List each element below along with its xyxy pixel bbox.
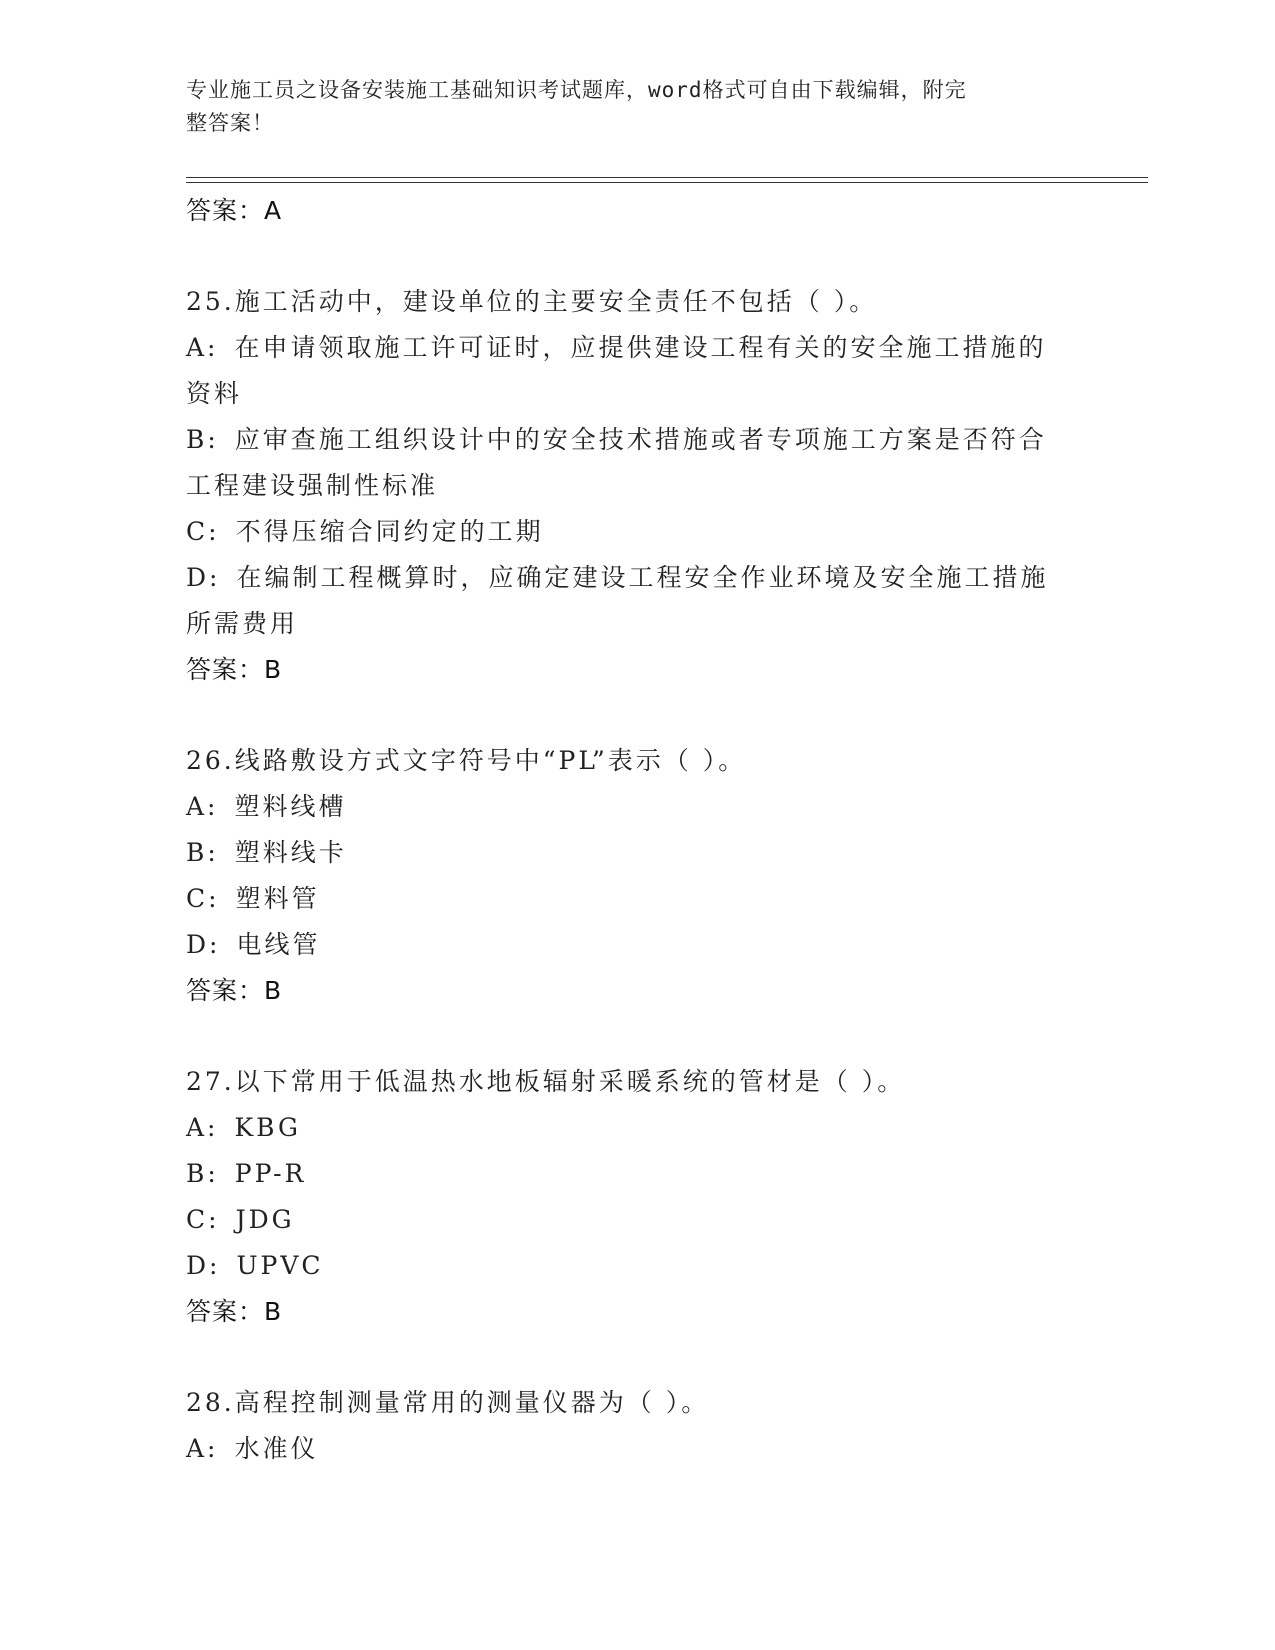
header-line-1: 专业施工员之设备安装施工基础知识考试题库，word格式可自由下载编辑，附完 bbox=[186, 78, 967, 102]
option-text-continued: 工程建设强制性标准 bbox=[186, 471, 439, 500]
option-key: C: bbox=[186, 517, 220, 546]
option-text: 塑料线卡 bbox=[234, 838, 347, 867]
option-a bbox=[186, 784, 1086, 830]
question-28 bbox=[186, 1380, 1086, 1472]
spacer bbox=[186, 1014, 1086, 1059]
option-c bbox=[186, 1197, 1086, 1243]
option-key: D: bbox=[186, 1251, 221, 1280]
option-text: JDG bbox=[235, 1205, 295, 1234]
option-text: 电线管 bbox=[236, 930, 321, 959]
option-key: B: bbox=[186, 1159, 219, 1188]
option-key: A: bbox=[186, 792, 219, 821]
spacer bbox=[186, 234, 1086, 279]
question-stem: 26.线路敷设方式文字符号中“PL”表示（ ）。 bbox=[186, 746, 747, 775]
option-b bbox=[186, 1151, 1086, 1197]
question-25 bbox=[186, 279, 1086, 693]
option-text-continued: 所需费用 bbox=[186, 609, 299, 638]
option-c bbox=[186, 509, 1086, 555]
header-line-2: 整答案！ bbox=[186, 111, 274, 135]
question-stem: 28.高程控制测量常用的测量仪器为（ ）。 bbox=[186, 1388, 710, 1417]
option-d bbox=[186, 922, 1086, 968]
document-header bbox=[186, 74, 1066, 140]
option-d bbox=[186, 555, 1086, 647]
option-key: C: bbox=[186, 884, 220, 913]
spacer bbox=[186, 1335, 1086, 1380]
option-d bbox=[186, 1243, 1086, 1289]
question-stem: 25.施工活动中，建设单位的主要安全责任不包括（ ）。 bbox=[186, 287, 878, 316]
option-text: 水准仪 bbox=[234, 1434, 319, 1463]
answer-label: 答案：B bbox=[186, 1297, 283, 1326]
option-text: 在编制工程概算时，应确定建设工程安全作业环境及安全施工措施 bbox=[236, 563, 1049, 592]
question-list bbox=[186, 188, 1086, 1472]
option-key: A: bbox=[186, 1434, 219, 1463]
question-26 bbox=[186, 738, 1086, 1014]
option-text: 塑料管 bbox=[235, 884, 320, 913]
option-a bbox=[186, 325, 1086, 417]
option-key: D: bbox=[186, 930, 221, 959]
option-text-continued: 资料 bbox=[186, 379, 243, 408]
header-divider bbox=[186, 177, 1148, 178]
option-key: B: bbox=[186, 425, 219, 454]
question-stem: 27.以下常用于低温热水地板辐射采暖系统的管材是（ ）。 bbox=[186, 1067, 906, 1096]
option-text: 在申请领取施工许可证时，应提供建设工程有关的安全施工措施的 bbox=[234, 333, 1047, 362]
option-text: 塑料线槽 bbox=[234, 792, 347, 821]
answer-label: 答案：A bbox=[186, 196, 283, 225]
option-key: D: bbox=[186, 563, 221, 592]
option-b bbox=[186, 830, 1086, 876]
option-text: 应审查施工组织设计中的安全技术措施或者专项施工方案是否符合 bbox=[234, 425, 1047, 454]
answer-label: 答案：B bbox=[186, 976, 283, 1005]
spacer bbox=[186, 693, 1086, 738]
option-c bbox=[186, 876, 1086, 922]
option-key: B: bbox=[186, 838, 219, 867]
option-text: PP-R bbox=[234, 1159, 307, 1188]
option-text: 不得压缩合同约定的工期 bbox=[235, 517, 544, 546]
option-key: C: bbox=[186, 1205, 220, 1234]
option-key: A: bbox=[186, 333, 219, 362]
option-a bbox=[186, 1105, 1086, 1151]
header-divider-secondary bbox=[186, 182, 1148, 183]
option-text: UPVC bbox=[236, 1251, 324, 1280]
answer-label: 答案：B bbox=[186, 655, 283, 684]
option-b bbox=[186, 417, 1086, 509]
option-a bbox=[186, 1426, 1086, 1472]
option-text: KBG bbox=[234, 1113, 301, 1142]
question-27 bbox=[186, 1059, 1086, 1335]
option-key: A: bbox=[186, 1113, 219, 1142]
